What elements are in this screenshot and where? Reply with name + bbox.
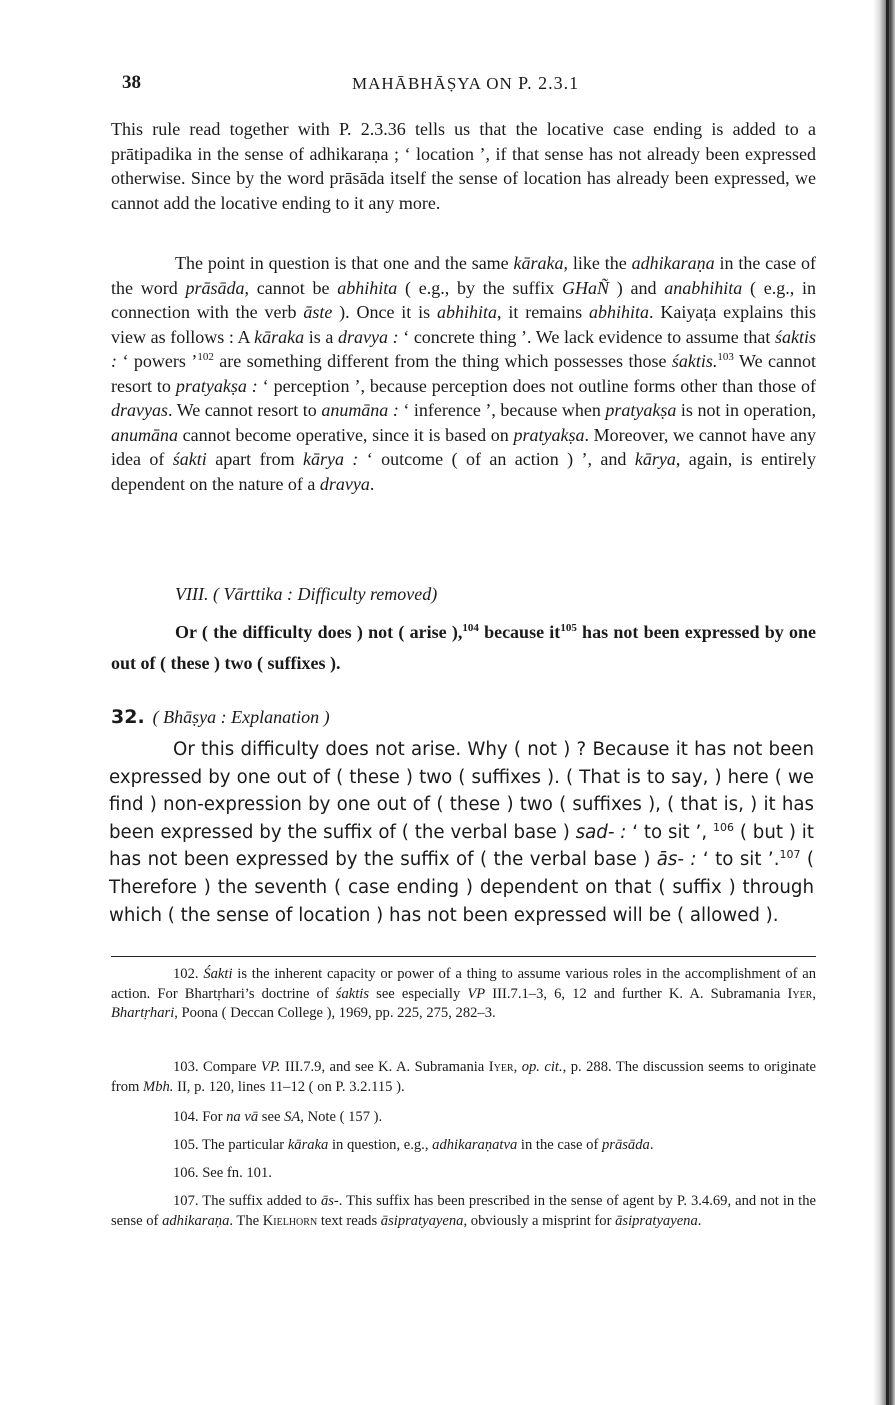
footnote-107: 107. The suffix added to ās-. This suffix has been prescribed in the sense of agent by P. 3.4.69, and not in the sense of adhikaraṇa. The Kielhorn text reads āsipratyayena, obviously a misprint for āsipratyayena. <box>111 1193 817 1229</box>
page-binding-edge <box>873 0 895 1405</box>
footnote-ref-106: 106 <box>712 820 734 834</box>
varttika-text: Or ( the difficulty does ) not ( arise ),$^{104}$ because $it^{105}$ has not been expressed by one out of ( these ) two ( suffixes ). <box>111 622 816 673</box>
footnote-105: 105. The particular kāraka in question, e.g., adhikaraṇatva in the case of prāsāda. <box>173 1137 654 1153</box>
page-edge-line <box>886 0 889 1405</box>
varttika-heading: VIII. ( Vārttika : Difficulty removed) <box>175 584 438 604</box>
running-title-rule: P. 2.3.1 <box>518 73 580 93</box>
footnote-106: 106. See fn. 101. <box>173 1165 272 1181</box>
page-number: 38 <box>122 72 141 93</box>
running-title <box>352 73 579 94</box>
paragraph-intro: This rule read together with P. 2.3.36 tells us that the locative case ending is added to a prātipadika in the sense of adhikaraṇa ; ‘ location ’, if that sense has not already been expressed otherwise. Since by the word prāsāda itself the sense of location has already been expressed, we cannot add the locative ending to it any more. <box>111 119 816 213</box>
running-title-main: MAHĀBHĀṢYA ON <box>352 74 513 93</box>
bhasya-heading <box>111 706 330 728</box>
footnote-104: 104. For na vā see SA, Note ( 157 ). <box>173 1109 383 1125</box>
footnote-ref-105: 105 <box>560 622 577 634</box>
footnote-ref-102: 102 <box>197 351 214 363</box>
bhasya-translation: Or this difficulty does not arise. Why ( not ) ? Because it has not been expressed by one out of ( these ) two ( suffixes ). ( That is to say, ) here ( we find ) non-expression by one out of ( these ) two ( suffixes ), ( that is, ) it has been expressed by the suffix of ( the verbal base ) sad- : ‘ to sit ’, $^{106}$ ( but ) it has not been expressed by the suffix of ( the verbal base ) ās- : ‘ to sit ’.$^{107}$ ( Therefore ) the seventh ( case ending ) dependent on that ( suffix ) through which ( the sense of location ) has not been expressed will be ( allowed ). <box>109 739 815 926</box>
footnote-103: 103. Compare VP. III.7.9, and see K. A. Subramania Iyer, op. cit., p. 288. The discussion seems to originate from Mbh. II, p. 120, lines 11–12 ( on P. 3.2.115 ). <box>111 1059 816 1095</box>
footnote-ref-104: 104 <box>462 622 479 634</box>
bhasya-label: ( Bhāṣya : Explanation ) <box>152 707 330 727</box>
footnote-separator <box>111 956 816 957</box>
paragraph-karaka: The point in question is that one and the same kāraka, like the adhikaraṇa in the case of the word prāsāda, cannot be abhihita ( e.g., by the suffix GHaÑ ) and anabhihita ( e.g., in connection with the verb āste ). Once it is abhihita, it remains abhihita. Kaiyaṭa explains this view as follows : A kāraka is a dravya : ‘ concrete thing ’. We lack evidence to assume that śaktis : ‘ powers ’$^{102}$ are something different from the thing which possesses those śaktis.$^{103}$ We cannot resort to pratyakṣa : ‘ perception ’, because perception does not outline forms other than those of dravyas. We cannot resort to anumāna : ‘ inference ’, because when pratyakṣa is not in operation, anumāna cannot become operative, since it is based on pratyakṣa. Moreover, we cannot have any idea of śakti apart from kārya : ‘ outcome ( of an action ) ’, and kārya, again, is entirely dependent on the nature of a dravya. <box>111 253 817 494</box>
footnote-102: 102. Śakti is the inherent capacity or power of a thing to assume various roles in the accomplishment of an action. For Bhartṛhari’s doctrine of śaktis see especially VP III.7.1–3, 6, 12 and further K. A. Subramania Iyer, Bhartṛhari, Poona ( Deccan College ), 1969, pp. 225, 275, 282–3. <box>111 966 817 1021</box>
footnote-ref-103: 103 <box>717 351 734 363</box>
footnote-ref-107: 107 <box>779 848 801 862</box>
section-number: 32. <box>111 706 145 728</box>
